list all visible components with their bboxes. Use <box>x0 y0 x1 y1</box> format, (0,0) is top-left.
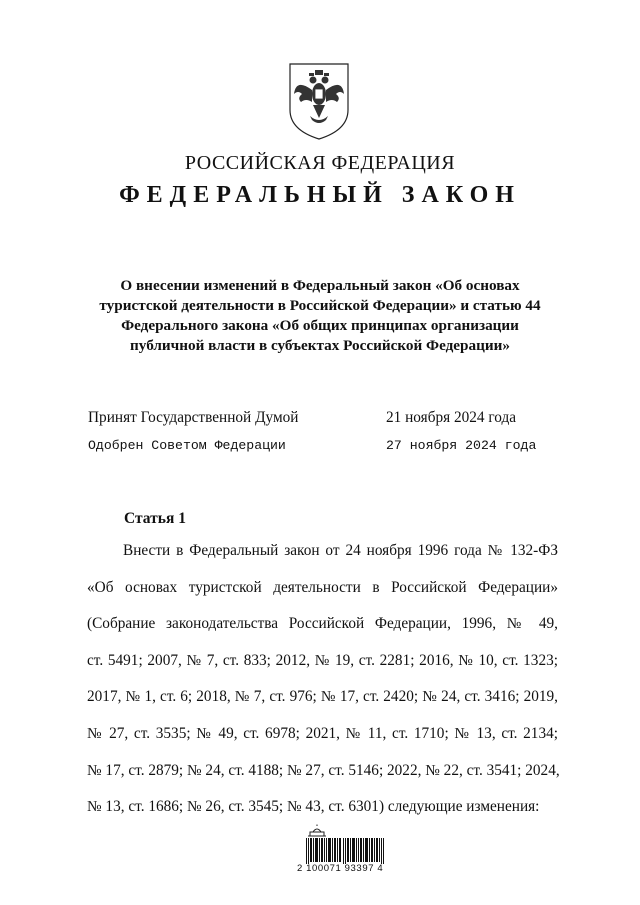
article-line: «Об основах туристской деятельности в Российской Федерации» <box>87 578 558 596</box>
law-name-line: Федерального закона «Об общих принципах организации <box>121 317 519 334</box>
duma-mark-icon <box>306 824 328 838</box>
council-approval-date: 27 ноября 2024 года <box>386 438 537 453</box>
article-line: № 17, ст. 2879; № 24, ст. 4188; № 27, ст. 5146; 2022, № 22, ст. 3541; 2024, <box>87 761 560 779</box>
barcode-icon <box>306 838 386 864</box>
law-name-line: публичной власти в субъектах Российской Федерации» <box>130 337 510 354</box>
law-name <box>70 276 570 356</box>
article-line: № 13, ст. 1686; № 26, ст. 3545; № 43, ст. 6301) следующие изменения: <box>87 798 540 816</box>
country-name: РОССИЙСКАЯ ФЕДЕРАЦИЯ <box>184 152 456 174</box>
article-line: 2017, № 1, ст. 6; 2018, № 7, ст. 976; № 17, ст. 2420; № 24, ст. 3416; 2019, <box>87 688 558 706</box>
coat-of-arms-icon <box>284 60 354 142</box>
article-line: ст. 5491; 2007, № 7, ст. 833; 2012, № 19, ст. 2281; 2016, № 10, ст. 1323; <box>87 651 558 669</box>
article-line: Внести в Федеральный закон от 24 ноября 1996 года № 132-ФЗ <box>123 542 558 559</box>
barcode-number: 2 100071 93397 4 <box>297 863 384 874</box>
article-line: (Собрание законодательства Российской Федерации, 1996, № 49, <box>87 615 558 633</box>
article-body <box>87 533 558 826</box>
council-approval-label: Одобрен Советом Федерации <box>88 438 286 453</box>
law-name-line: О внесении изменений в Федеральный закон «Об основах <box>120 277 520 294</box>
law-name-line: туристской деятельности в Российской Федерации» и статью 44 <box>99 297 541 314</box>
document-type: ФЕДЕРАЛЬНЫЙ ЗАКОН <box>119 182 521 208</box>
article-heading: Статья 1 <box>124 510 186 527</box>
duma-adoption-date: 21 ноября 2024 года <box>386 409 517 426</box>
duma-adoption-label: Принят Государственной Думой <box>88 409 299 426</box>
article-line: № 27, ст. 3535; № 49, ст. 6978; 2021, № 11, ст. 1710; № 13, ст. 2134; <box>87 724 558 742</box>
